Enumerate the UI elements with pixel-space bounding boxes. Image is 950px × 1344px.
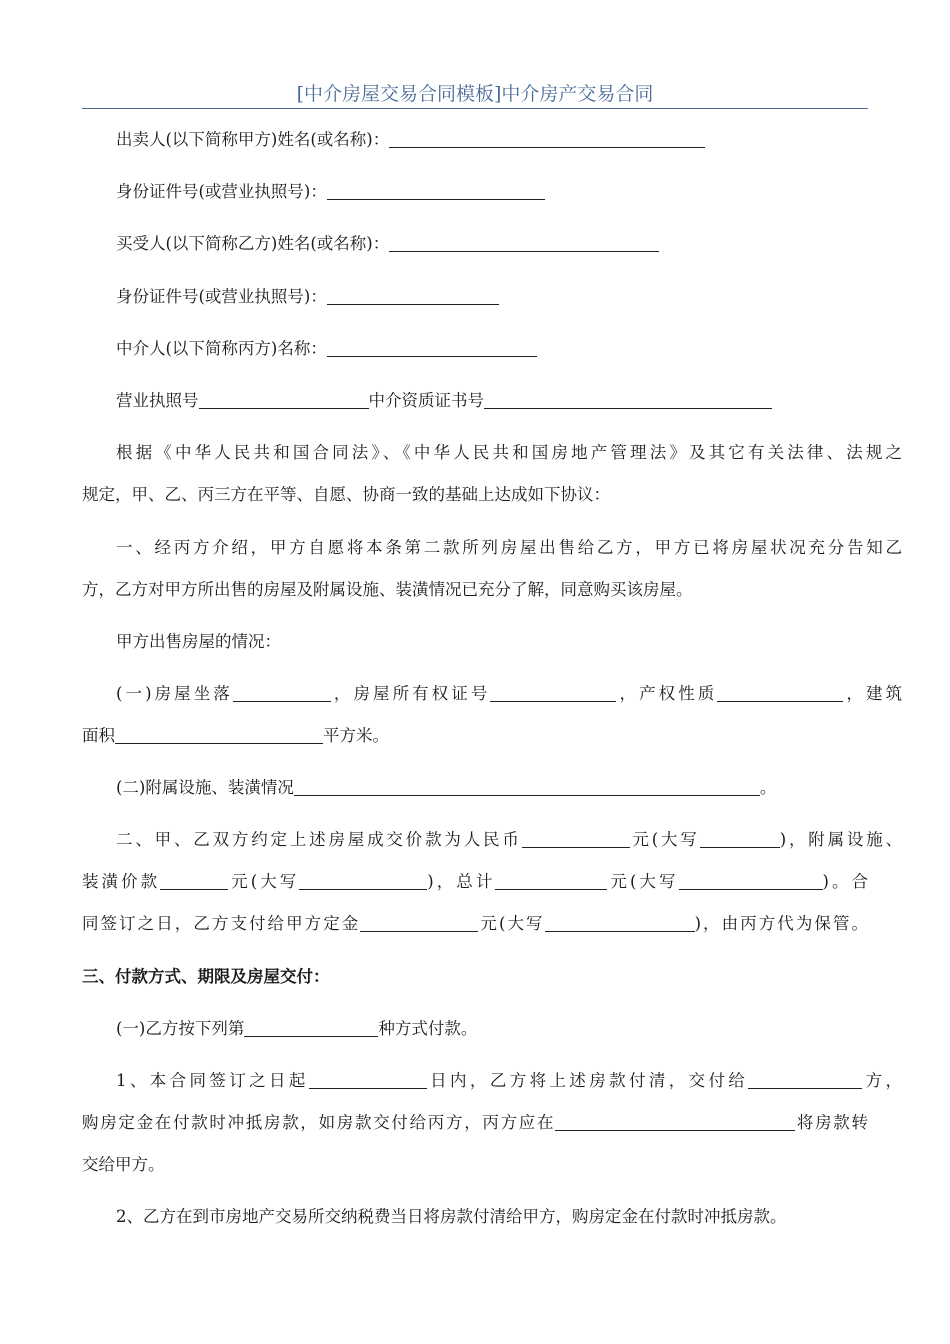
article2-line-1	[82, 819, 902, 861]
property-nature-blank[interactable]	[717, 683, 843, 702]
deposit-label: 同签订之日，乙方支付给甲方定金	[82, 914, 361, 933]
agent-cert-blank[interactable]	[484, 390, 772, 409]
price-blank[interactable]	[522, 829, 630, 848]
buyer-id-line	[82, 276, 902, 318]
article1-line-1: 一、经丙方介绍，甲方自愿将本条第二款所列房屋出售给乙方，甲方已将房屋状况充分告知乙	[116, 538, 902, 557]
buyer-name-blank[interactable]	[389, 233, 659, 252]
seller-name-line	[82, 119, 902, 161]
deposit-blank[interactable]	[360, 913, 478, 932]
seller-id-line	[82, 171, 902, 213]
facilities-price-label: )，附属设施、	[779, 830, 903, 849]
payment-transfer-suffix: 将房款转	[795, 1113, 869, 1132]
agent-cert-label: 中介资质证书号	[368, 391, 484, 410]
article2-line-3	[82, 903, 868, 945]
agent-name-label: 中介人(以下简称丙方)名称：	[116, 339, 327, 358]
location-blank[interactable]	[233, 683, 331, 702]
seller-id-blank[interactable]	[327, 181, 545, 200]
item1-line-2	[82, 715, 868, 757]
deposit-capital-blank[interactable]	[545, 913, 695, 932]
payment-payee-blank[interactable]	[748, 1070, 862, 1089]
agent-name-line	[82, 328, 902, 370]
payment-transfer-blank[interactable]	[555, 1112, 795, 1131]
item1-cert-label: ，房屋所有权证号	[330, 684, 491, 703]
item2-label: (二)附属设施、装潢情况	[116, 778, 294, 797]
payment-1-line-1	[82, 1060, 902, 1102]
price-capital-label: 元(大写	[629, 830, 700, 849]
price-label: 二、甲、乙双方约定上述房屋成交价款为人民币	[116, 830, 522, 849]
payment-party-suffix: 方，	[862, 1071, 903, 1090]
payment-method-label: (一)乙方按下列第	[116, 1019, 245, 1038]
buyer-id-label: 身份证件号(或营业执照号)：	[116, 287, 327, 306]
payment-payee-label: 日内，乙方将上述房款付清，交付给	[426, 1071, 749, 1090]
agent-license-label: 营业执照号	[116, 391, 199, 410]
payment-method-suffix: 种方式付款。	[378, 1019, 478, 1038]
agent-license-line	[82, 380, 902, 422]
total-capital-blank[interactable]	[679, 871, 823, 890]
item1-location-label: (一)房屋坐落	[116, 684, 233, 703]
payment-1-line-2	[82, 1102, 868, 1144]
area-blank[interactable]	[115, 725, 323, 744]
payment-2-line: 2、乙方在到市房地产交易所交纳税费当日将房款付清给甲方，购房定金在付款时冲抵房款。	[116, 1207, 787, 1226]
decoration-capital-label: 元(大写	[228, 872, 300, 891]
preamble-line-1: 根据《中华人民共和国合同法》、《中华人民共和国房地产管理法》及其它有关法律、法规之	[116, 443, 902, 462]
item1-nature-label: ，产权性质	[616, 684, 718, 703]
item1-line-1	[82, 673, 902, 715]
article2-line-2	[82, 861, 868, 903]
price-capital-blank[interactable]	[700, 829, 780, 848]
total-label: )，总计	[427, 872, 496, 891]
payment-1-line-3: 交给甲方。	[82, 1155, 165, 1174]
payment-days-label: 1、本合同签订之日起	[116, 1071, 309, 1090]
total-end-text: )。合	[822, 872, 869, 891]
payment-method-blank[interactable]	[244, 1018, 378, 1037]
total-blank[interactable]	[495, 871, 607, 890]
deposit-capital-label: 元(大写	[478, 914, 545, 933]
payment-transfer-label: 购房定金在付款时冲抵房款，如房款交付给丙方，丙方应在	[82, 1113, 556, 1132]
agent-license-blank[interactable]	[199, 390, 369, 409]
deposit-custody-text: )，由丙方代为保管。	[694, 914, 869, 933]
payment-method-line	[82, 1008, 902, 1050]
decoration-price-blank[interactable]	[160, 871, 228, 890]
item1-sqm-label: 平方米。	[323, 726, 389, 745]
item1-building-label: ，建筑	[843, 684, 903, 703]
preamble-line-2: 规定，甲、乙、丙三方在平等、自愿、协商一致的基础上达成如下协议：	[82, 485, 610, 504]
article3-heading: 三、付款方式、期限及房屋交付：	[82, 967, 330, 986]
seller-name-label: 出卖人(以下简称甲方)姓名(或名称)：	[116, 130, 390, 149]
decoration-capital-blank[interactable]	[299, 871, 427, 890]
facilities-blank[interactable]	[294, 777, 760, 796]
page-header-title: [中介房屋交易合同模板]中介房产交易合同	[296, 83, 654, 105]
ownership-cert-blank[interactable]	[490, 683, 616, 702]
decoration-price-label: 装潢价款	[82, 872, 161, 891]
house-situation-heading: 甲方出售房屋的情况：	[116, 632, 281, 651]
total-capital-label: 元(大写	[607, 872, 679, 891]
header-divider	[82, 108, 868, 109]
item2-period: 。	[759, 778, 777, 797]
item2-line	[82, 767, 902, 809]
buyer-id-blank[interactable]	[327, 286, 499, 305]
agent-name-blank[interactable]	[327, 338, 537, 357]
buyer-name-label: 买受人(以下简称乙方)姓名(或名称)：	[116, 234, 390, 253]
seller-name-blank[interactable]	[389, 129, 705, 148]
item1-area-label: 面积	[82, 726, 115, 745]
buyer-name-line	[82, 223, 902, 265]
seller-id-label: 身份证件号(或营业执照号)：	[116, 182, 327, 201]
article1-line-2: 方，乙方对甲方所出售的房屋及附属设施、装潢情况已充分了解，同意购买该房屋。	[82, 580, 693, 599]
payment-days-blank[interactable]	[309, 1070, 427, 1089]
